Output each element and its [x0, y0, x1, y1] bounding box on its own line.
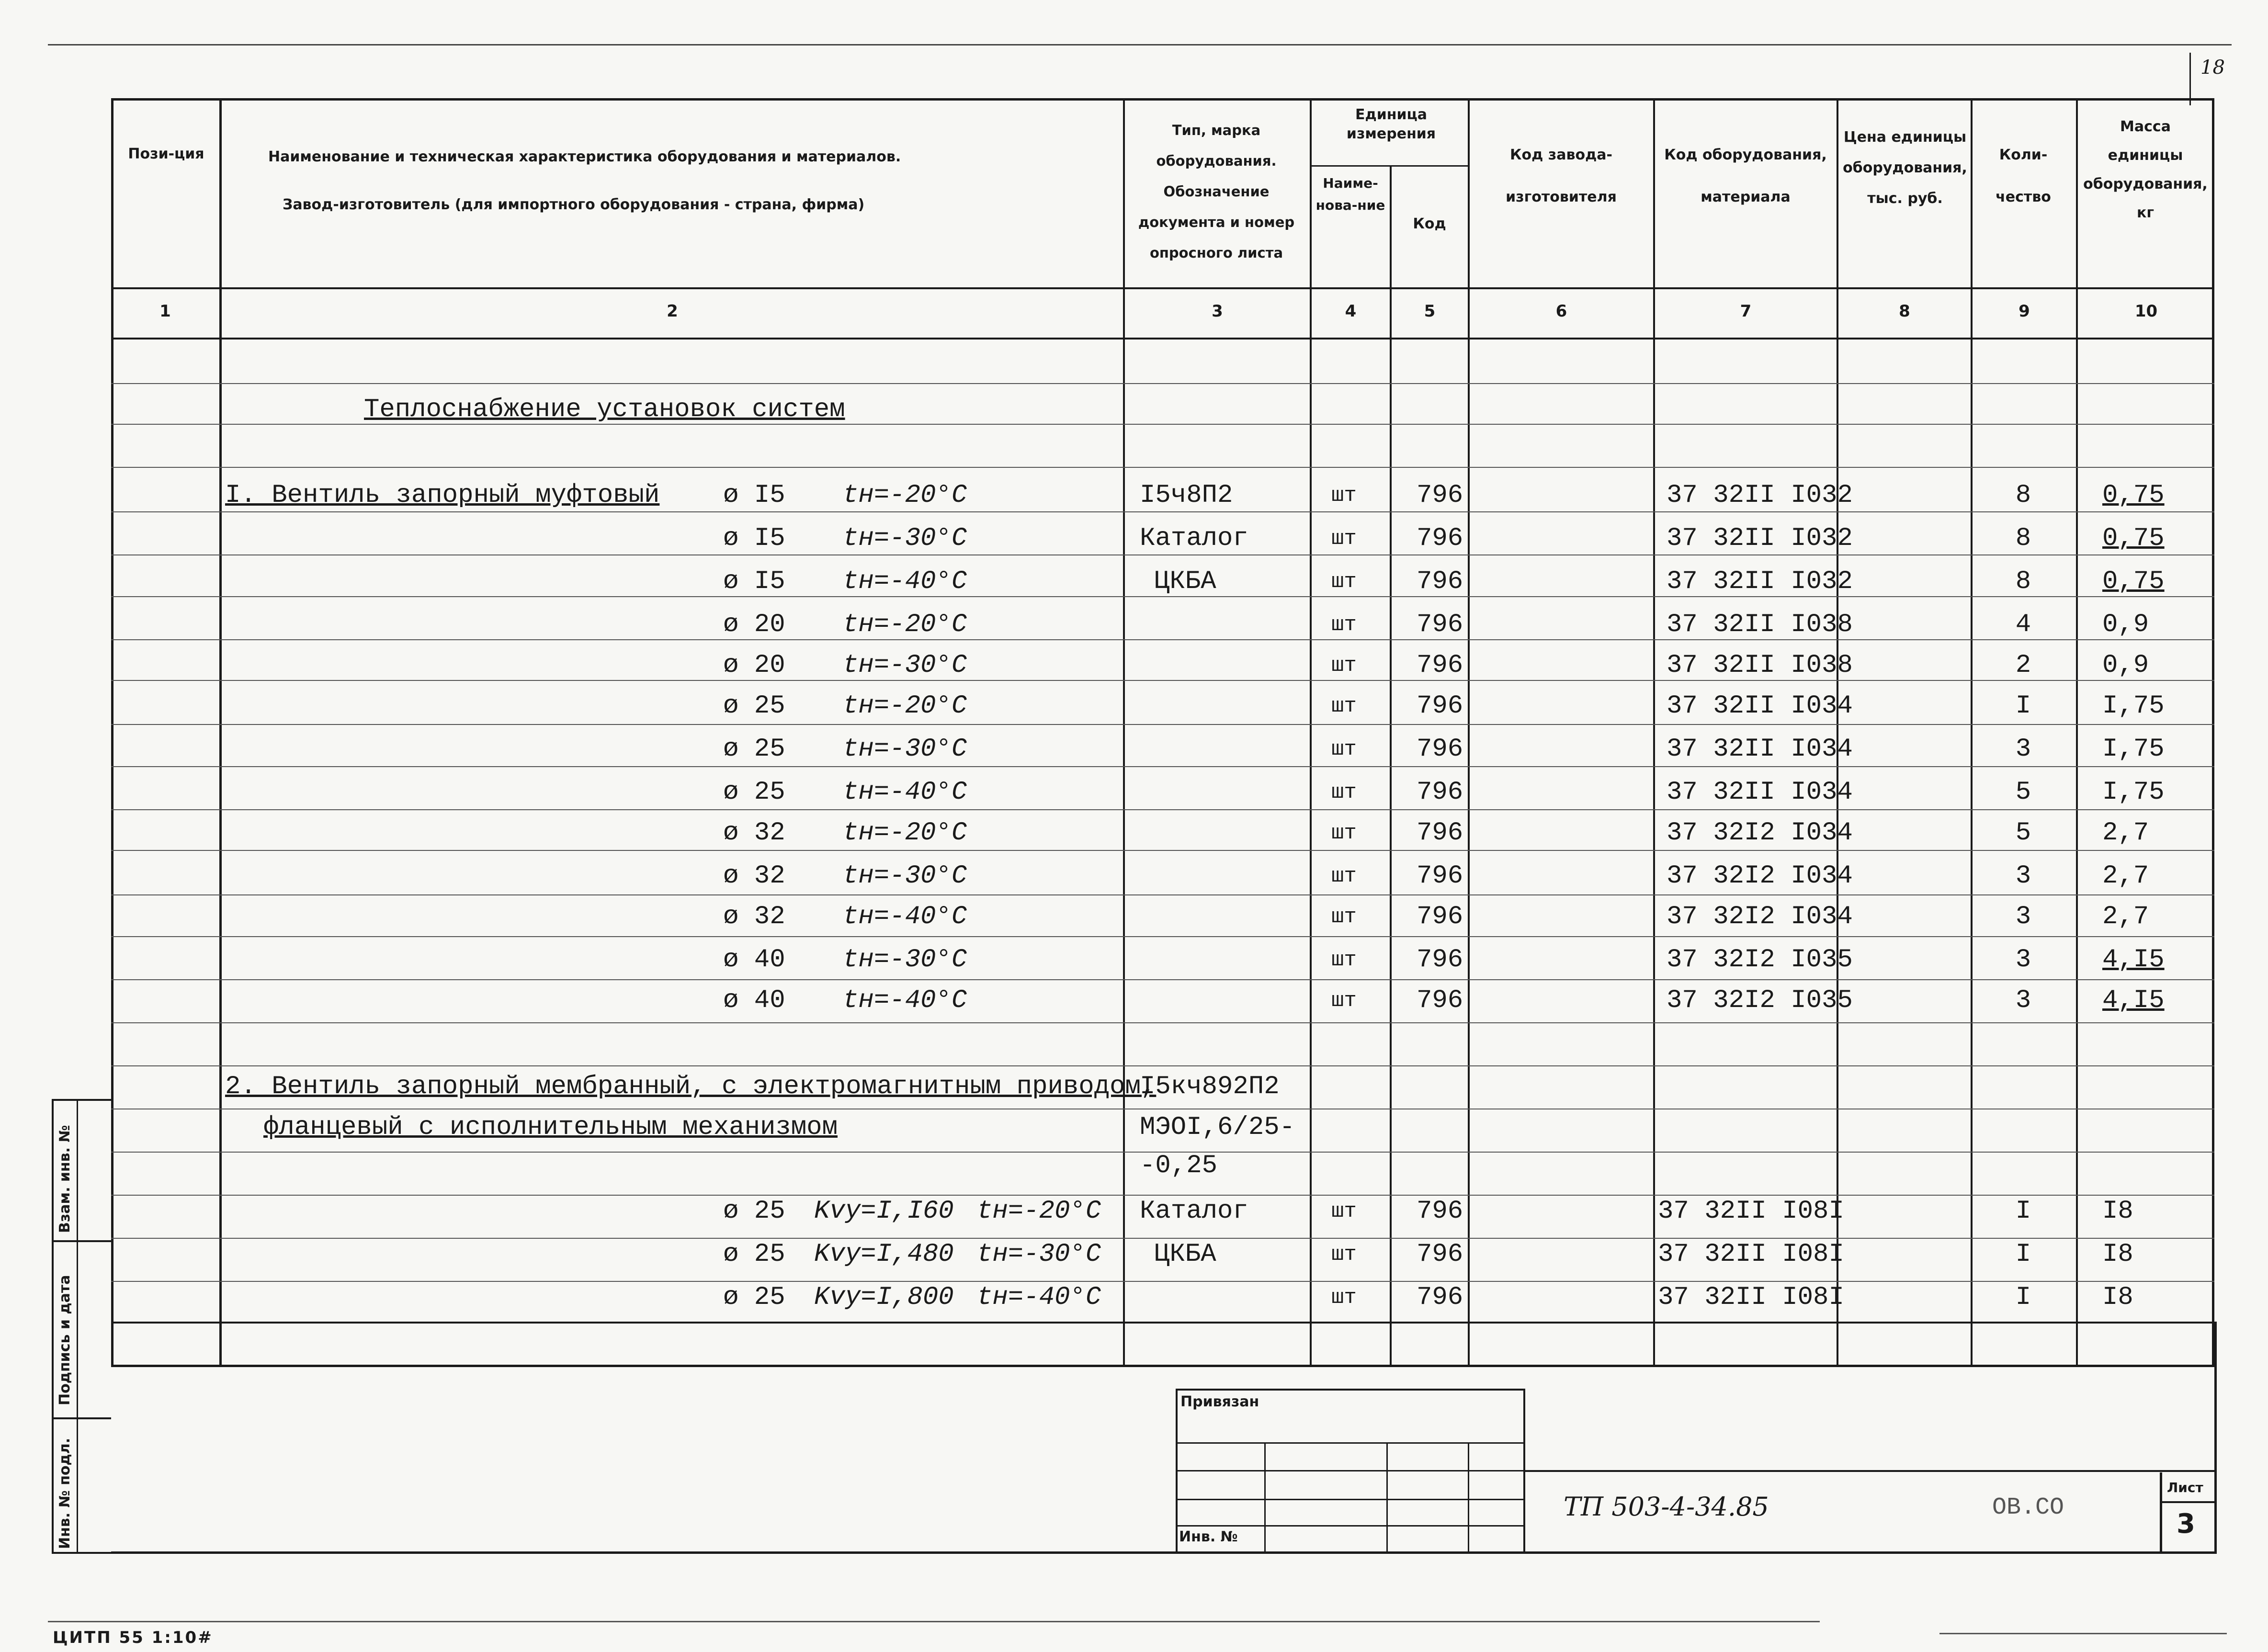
quantity: 3	[2015, 902, 2031, 931]
unit-name: шт	[1331, 737, 1357, 761]
equipment-code: 37 32II I034	[1667, 735, 1853, 764]
unit-name: шт	[1331, 654, 1357, 678]
unit-code: 796	[1417, 861, 1463, 891]
quantity: 8	[2015, 481, 2031, 510]
header-unit-code: Код	[1413, 215, 1446, 232]
equipment-type: Каталог	[1140, 1197, 1248, 1226]
temperature: tн=-40°C	[843, 902, 967, 931]
binding-stamp-line	[1176, 1525, 1525, 1527]
row-sep	[111, 1022, 2214, 1023]
quantity: 3	[2015, 735, 2031, 764]
mass: I,75	[2102, 735, 2165, 764]
temperature: tн=-40°C	[843, 986, 967, 1015]
unit-name: шт	[1331, 905, 1357, 929]
mass: 4,I5	[2102, 986, 2165, 1015]
item2-type-line2: МЭОI,6/25-	[1140, 1113, 1295, 1142]
temperature: tн=-20°C	[843, 818, 967, 848]
mass: 0,75	[2102, 567, 2165, 596]
equipment-type: ЦКБА	[1154, 567, 1216, 596]
diameter: ø 32	[723, 902, 785, 931]
temperature: tн=-30°C	[843, 861, 967, 891]
row-sep	[111, 936, 2214, 937]
diameter: ø 32	[723, 818, 785, 848]
col-number-7: 7	[1740, 302, 1752, 321]
diameter: ø I5	[723, 567, 785, 596]
kvy-value: Kvy=I,I60	[814, 1197, 954, 1226]
row-sep	[111, 894, 2214, 895]
binding-stamp-line	[1176, 1470, 1525, 1471]
unit-code: 796	[1417, 902, 1463, 931]
row-sep	[111, 809, 2214, 810]
unit-code: 796	[1417, 481, 1463, 510]
sheet-code: ОВ.СО	[1992, 1494, 2064, 1521]
unit-name: шт	[1331, 527, 1357, 551]
diameter: ø 32	[723, 861, 785, 891]
unit-code: 796	[1417, 1283, 1463, 1312]
kvy-value: Kvy=I,480	[814, 1240, 954, 1269]
bottom-edge-line	[48, 1621, 1820, 1622]
row-sep	[111, 383, 2214, 384]
title-block-bottom	[111, 1551, 2214, 1554]
page-number-divider	[2189, 53, 2191, 105]
equipment-code: 37 32I2 I034	[1667, 902, 1853, 931]
col-number-9: 9	[2019, 302, 2030, 321]
temperature: tн=-20°C	[977, 1197, 1101, 1226]
equipment-code: 37 32II I038	[1667, 610, 1853, 639]
row-sep	[111, 1281, 2214, 1282]
equipment-type: ЦКБА	[1154, 1240, 1216, 1269]
row-sep	[111, 724, 2214, 725]
quantity: 5	[2015, 818, 2031, 848]
unit-name: шт	[1331, 1243, 1357, 1267]
equipment-code: 37 32II I032	[1667, 524, 1853, 553]
item2-title-line1: 2. Вентиль запорный мембранный, с электромагнитным приводом,	[225, 1072, 1157, 1101]
equipment-code: 37 32II I032	[1667, 481, 1853, 510]
side-label-original-inv: Инв. № подл.	[57, 1437, 73, 1549]
equipment-code: 37 32I2 I034	[1667, 818, 1853, 848]
temperature: tн=-30°C	[843, 735, 967, 764]
unit-name: шт	[1331, 781, 1357, 804]
mass: 2,7	[2102, 818, 2149, 848]
header-position: Пози-ция	[128, 146, 204, 162]
mass: 0,75	[2102, 481, 2165, 510]
col-number-5: 5	[1424, 302, 1436, 321]
temperature: tн=-20°C	[843, 481, 967, 510]
equipment-code: 37 32II I034	[1667, 691, 1853, 721]
row-sep	[111, 1195, 2214, 1196]
temperature: tн=-30°C	[843, 651, 967, 680]
quantity: 3	[2015, 945, 2031, 974]
unit-code: 796	[1417, 945, 1463, 974]
unit-name: шт	[1331, 864, 1357, 888]
item2-type-line3: -0,25	[1140, 1151, 1218, 1180]
quantity: I	[2015, 1240, 2031, 1269]
col-number-8: 8	[1899, 302, 1910, 321]
unit-name: шт	[1331, 484, 1357, 508]
diameter: ø 40	[723, 945, 785, 974]
quantity: 8	[2015, 524, 2031, 553]
binding-stamp-line	[1176, 1499, 1525, 1500]
kvy-value: Kvy=I,800	[814, 1283, 954, 1312]
unit-code: 796	[1417, 818, 1463, 848]
binding-stamp-line	[1176, 1442, 1525, 1444]
temperature: tн=-40°C	[843, 567, 967, 596]
bottom-edge-line	[1939, 1633, 2227, 1634]
unit-code: 796	[1417, 524, 1463, 553]
header-name-line2: Завод-изготовитель (для импортного оборудования - страна, фирма)	[283, 196, 865, 213]
equipment-code: 37 32II I08I	[1658, 1197, 1844, 1226]
diameter: ø 40	[723, 986, 785, 1015]
unit-code: 796	[1417, 735, 1463, 764]
mass: 0,9	[2102, 651, 2149, 680]
quantity: 5	[2015, 778, 2031, 807]
row-sep	[111, 554, 2214, 555]
sheet-number-sep	[2160, 1501, 2214, 1503]
side-stamp-sep	[52, 1417, 111, 1419]
unit-name: шт	[1331, 821, 1357, 845]
unit-group-line	[1310, 165, 1470, 167]
unit-code: 796	[1417, 1240, 1463, 1269]
mass: I,75	[2102, 691, 2165, 721]
temperature: tн=-40°C	[977, 1283, 1101, 1312]
unit-name: шт	[1331, 613, 1357, 637]
diameter: ø I5	[723, 481, 785, 510]
temperature: tн=-30°C	[977, 1240, 1101, 1269]
quantity: I	[2015, 1197, 2031, 1226]
row-sep	[111, 511, 2214, 512]
diameter: ø 25	[723, 1283, 785, 1312]
row-sep	[111, 1238, 2214, 1239]
diameter: ø 25	[723, 1197, 785, 1226]
unit-code: 796	[1417, 778, 1463, 807]
equipment-code: 37 32I2 I034	[1667, 861, 1853, 891]
temperature: tн=-20°C	[843, 691, 967, 721]
binding-stamp-col	[1468, 1442, 1469, 1554]
mass: I,75	[2102, 778, 2165, 807]
header-quantity: Коли-чество	[1996, 147, 2051, 205]
unit-code: 796	[1417, 1197, 1463, 1226]
unit-code: 796	[1417, 610, 1463, 639]
mass: I8	[2102, 1240, 2133, 1269]
diameter: ø 25	[723, 735, 785, 764]
quantity: 3	[2015, 986, 2031, 1015]
header-type: Тип, марка оборудования. Обозначение документа и номер опросного листа	[1138, 122, 1295, 261]
section-title: Теплоснабжение установок систем	[364, 395, 845, 424]
unit-code: 796	[1417, 567, 1463, 596]
mass: 0,75	[2102, 524, 2165, 553]
col-number-2: 2	[667, 302, 678, 321]
unit-name: шт	[1331, 570, 1357, 594]
col-numbers-bottom-line	[111, 338, 2214, 339]
diameter: ø I5	[723, 524, 785, 553]
top-edge-line	[48, 44, 2232, 45]
diameter: ø 25	[723, 691, 785, 721]
equipment-code: 37 32II I08I	[1658, 1240, 1844, 1269]
row-sep	[111, 639, 2214, 640]
side-stamp-sep	[52, 1240, 111, 1242]
diameter: ø 25	[723, 1240, 785, 1269]
row-sep	[111, 467, 2214, 468]
temperature: tн=-30°C	[843, 945, 967, 974]
header-name-line1: Наименование и техническая характеристика оборудования и материалов.	[268, 148, 901, 165]
diameter: ø 20	[723, 651, 785, 680]
doc-code-line	[1525, 1470, 2214, 1472]
col-number-10: 10	[2134, 302, 2158, 321]
header-factory-code: Код завода-изготовителя	[1506, 147, 1617, 205]
table-body-bottom	[111, 1322, 2214, 1324]
item2-title-line2: фланцевый с исполнительным механизмом	[263, 1113, 838, 1142]
equipment-code: 37 32I2 I035	[1667, 986, 1853, 1015]
quantity: I	[2015, 1283, 2031, 1312]
unit-code: 796	[1417, 651, 1463, 680]
item2-type-line1: I5кч892П2	[1140, 1072, 1280, 1101]
binding-stamp-col	[1264, 1442, 1266, 1554]
unit-code: 796	[1417, 691, 1463, 721]
mass: 0,9	[2102, 610, 2149, 639]
page-number-top: 18	[2200, 57, 2225, 79]
side-label-signature-date: Подпись и дата	[57, 1275, 73, 1405]
title-block-right	[2214, 1322, 2217, 1554]
sheet-label: Лист	[2167, 1480, 2203, 1495]
footer-code: ЦИТП 55 1:10#	[53, 1628, 213, 1647]
equipment-code: 37 32II I034	[1667, 778, 1853, 807]
binding-stamp-col	[1386, 1442, 1388, 1554]
col-number-6: 6	[1555, 302, 1567, 321]
header-unit-mass: Масса единицы оборудования, кг	[2083, 118, 2208, 221]
diameter: ø 25	[723, 778, 785, 807]
header-unit-price: Цена единицы оборудования, тыс. руб.	[1843, 129, 1967, 207]
unit-name: шт	[1331, 948, 1357, 972]
quantity: 8	[2015, 567, 2031, 596]
equipment-type: I5ч8П2	[1140, 481, 1233, 510]
equipment-type: Каталог	[1140, 524, 1248, 553]
side-label-replaced-inv: Взам. инв. №	[57, 1125, 73, 1233]
unit-name: шт	[1331, 1199, 1357, 1223]
temperature: tн=-30°C	[843, 524, 967, 553]
binding-label: Привязан	[1180, 1393, 1259, 1410]
binding-inv-label: Инв. №	[1179, 1528, 1238, 1545]
quantity: 2	[2015, 651, 2031, 680]
equipment-code: 37 32I2 I035	[1667, 945, 1853, 974]
side-stamp-inner	[77, 1099, 78, 1554]
mass: I8	[2102, 1197, 2133, 1226]
header-bottom-line	[111, 287, 2214, 289]
col-number-3: 3	[1212, 302, 1223, 321]
doc-code: ТП 503-4-34.85	[1564, 1492, 1769, 1522]
unit-name: шт	[1331, 694, 1357, 718]
mass: 4,I5	[2102, 945, 2165, 974]
col-number-4: 4	[1345, 302, 1357, 321]
header-unit-group: Единица измерения	[1346, 106, 1436, 142]
item1-title: I. Вентиль запорный муфтовый	[225, 481, 660, 510]
mass: 2,7	[2102, 902, 2149, 931]
equipment-code: 37 32II I08I	[1658, 1283, 1844, 1312]
equipment-code: 37 32II I032	[1667, 567, 1853, 596]
row-sep	[111, 766, 2214, 767]
quantity: I	[2015, 691, 2031, 721]
unit-name: шт	[1331, 989, 1357, 1013]
row-sep	[111, 850, 2214, 851]
mass: I8	[2102, 1283, 2133, 1312]
header-unit-name: Наиме-нова-ние	[1315, 175, 1385, 213]
row-sep	[111, 979, 2214, 980]
mass: 2,7	[2102, 861, 2149, 891]
unit-code: 796	[1417, 986, 1463, 1015]
unit-name: шт	[1331, 1286, 1357, 1310]
sheet-number: 3	[2177, 1508, 2195, 1539]
equipment-code: 37 32II I038	[1667, 651, 1853, 680]
temperature: tн=-40°C	[843, 778, 967, 807]
diameter: ø 20	[723, 610, 785, 639]
temperature: tн=-20°C	[843, 610, 967, 639]
col-number-1: 1	[159, 302, 171, 321]
row-sep	[111, 1065, 2214, 1066]
quantity: 4	[2015, 610, 2031, 639]
quantity: 3	[2015, 861, 2031, 891]
row-sep	[111, 596, 2214, 597]
row-sep	[111, 680, 2214, 681]
header-equipment-code: Код оборудования, материала	[1664, 147, 1827, 205]
